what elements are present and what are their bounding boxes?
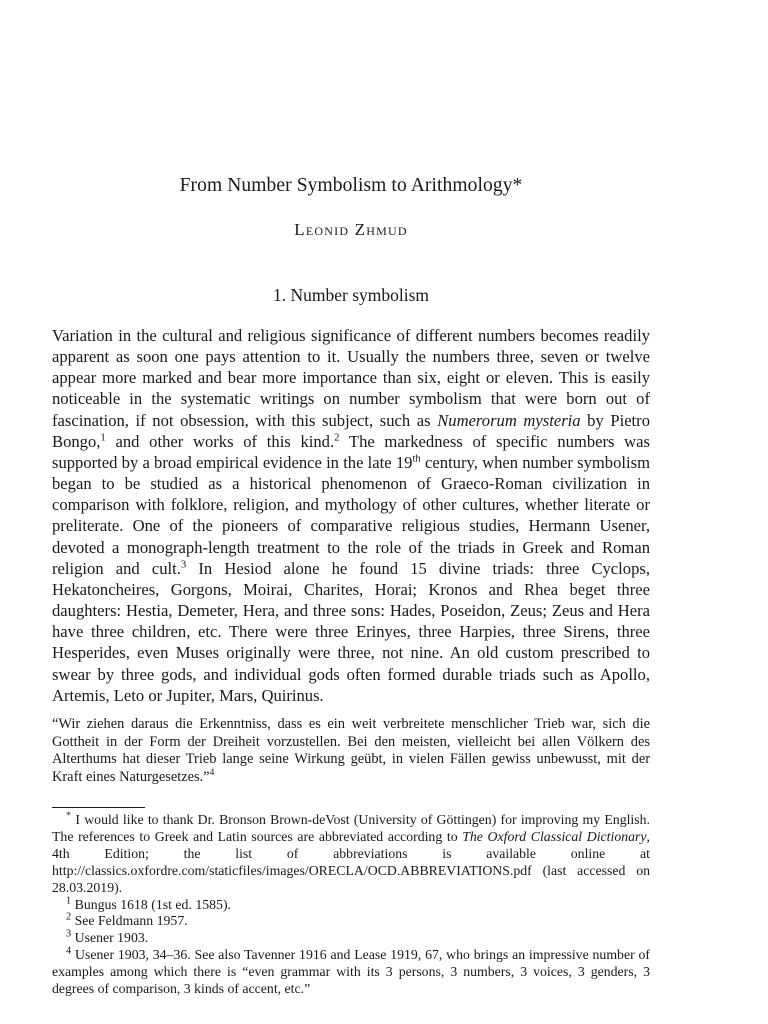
body-text-segment: The markedness of specific numbers was supported by a broad empirical evidence in the late 19 <box>52 431 650 472</box>
body-paragraph <box>52 325 650 706</box>
footnote-2-mark: 2 <box>66 911 72 923</box>
body-text-segment: and other works of this kind. <box>105 431 335 451</box>
footnote-3 <box>52 930 650 947</box>
footnote-3-mark: 3 <box>66 928 72 940</box>
body-text-segment: Variation in the cultural and religious significance of different numbers becomes readily apparent as soon one pays attention to it. Usually the numbers three, seven or twelve appear more marked and bear more importance than six, eight or eleven. This is easily noticeable in the systematic writings on number symbolism that were born out of fascination, if not obsession, with this subject, such as <box>52 326 650 430</box>
footnote-4 <box>52 947 650 998</box>
footnote-ref-1[interactable]: 1 <box>100 431 106 444</box>
author-name: Leonid Zhmud <box>294 220 408 239</box>
quote-text: “Wir ziehen daraus die Erkenntniss, dass es ein weit verbreitete menschlicher Trieb war, sich die Gottheit in der Form der Dreiheit vorzustellen. Bei den meisten, vielleicht bei allen Völkern des Alterthums hat dieser Trieb lange seine Wirkung geübt, in vielen Fällen gewiss unbewusst, mit der Kraft eines Naturgesetzes.” <box>52 716 650 785</box>
footnote-2 <box>52 913 650 930</box>
footnotes <box>52 812 650 998</box>
superscript-th: th <box>412 452 421 465</box>
body-text-segment: century, when number symbolism began to be studied as a historical phenomenon of Graeco-Roman civilization in comparison with folklore, religion, and mythology of other cultures, whether literate or preliterate. One of the pioneers of comparative religious studies, Hermann Usener, devoted a monograph-length treatment to the role of the triads in Greek and Roman religion and cult. <box>52 452 650 578</box>
footnote-text: See Feldmann 1957. <box>71 913 188 929</box>
footnote-text: Bungus 1618 (1st ed. 1585). <box>71 896 231 912</box>
footnote-text: I would like to thank Dr. Bronson Brown-deVost (University of Göttingen) for improving my English. The references to Greek and Latin sources are abbreviated according to <box>52 812 650 844</box>
footnote-text: Usener 1903, 34–36. See also Tavenner 1916 and Lease 1919, 67, who brings an impressive number of examples among which there is “even grammar with its 3 persons, 3 numbers, 3 voices, 3 genders, 3 degrees of comparison, 3 kinds of accent, etc.” <box>52 947 650 997</box>
book-title-italic: Numerorum mysteria <box>437 410 581 430</box>
footnote-divider <box>52 807 145 808</box>
footnote-star <box>52 812 650 897</box>
footnote-ref-3[interactable]: 3 <box>180 558 187 571</box>
footnote-text: Usener 1903. <box>71 930 149 946</box>
footnote-text: , 4th Edition; the list of abbreviations is available online at http://classics.oxfordre.com/staticfiles/images/ORECLA/OCD.ABBREVIATIONS.pdf (last accessed on 28.03.2019). <box>52 828 650 895</box>
article-title: From Number Symbolism to Arithmology* <box>179 175 523 196</box>
footnote-ref-4[interactable]: 4 <box>209 767 215 778</box>
footnote-1 <box>52 894 650 914</box>
footnote-1-mark: 1 <box>66 894 72 906</box>
reference-title-italic: The Oxford Classical Dictionary <box>462 828 647 844</box>
body-text-segment: In Hesiod alone he found 15 divine triads: three Cyclops, Hekatoncheires, Gorgons, Moirai, Charites, Horai; Kronos and Rhea beget three daughters: Hestia, Demeter, Hera, and three sons: Hades, Poseidon, Zeus; Zeus and Hera have three children, etc. There were three Erinyes, three Harpies, three Sirens, three Hesperides, even Muses originally were three, not nine. An old custom prescribed to swear by three gods, and individual gods often formed durable triads such as Apollo, Artemis, Leto or Jupiter, Mars, Quirinus. <box>52 558 650 705</box>
body-text-segment: by Pietro Bongo, <box>52 410 650 451</box>
block-quote <box>52 716 650 786</box>
footnote-ref-2[interactable]: 2 <box>334 431 340 444</box>
footnote-star-mark: * <box>66 810 72 822</box>
section-heading: 1. Number symbolism <box>272 285 430 305</box>
footnote-4-mark: 4 <box>66 945 72 957</box>
